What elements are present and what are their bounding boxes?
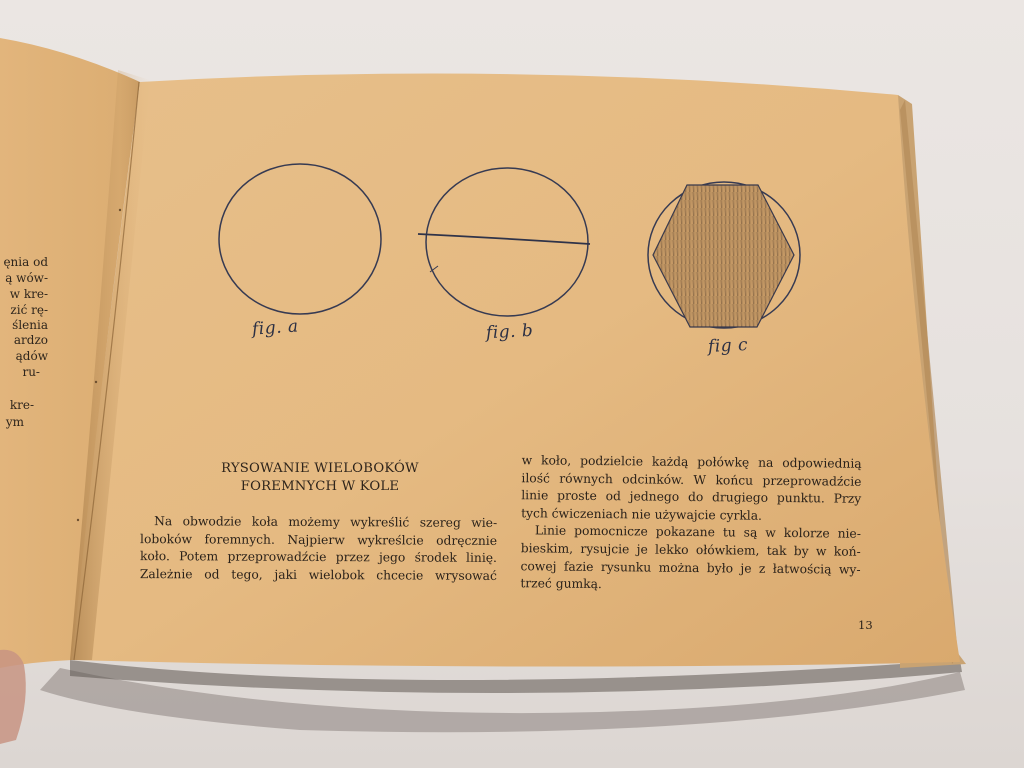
left-fragment: ardzo	[13, 333, 48, 347]
body-column-left	[140, 513, 497, 585]
left-fragment: ym	[5, 415, 24, 429]
text-line: Na obwodzie koła możemy wykreślić szereg wie-	[154, 514, 498, 530]
left-fragment: ą wów-	[5, 271, 48, 285]
left-fragment: ęnia od	[3, 255, 48, 269]
left-fragment: zić rę-	[10, 303, 48, 317]
section-heading	[200, 460, 440, 496]
heading-line: FOREMNYCH W KOLE	[240, 479, 400, 494]
text-line: cowej fazie rysunku można było je z łatwością wy-	[520, 558, 861, 577]
figure-a-label: fig. a	[251, 316, 300, 340]
figure-b-label: fig. b	[485, 320, 534, 344]
left-fragment: kre-	[9, 398, 34, 412]
text-line: trzeć gumką.	[520, 576, 602, 592]
left-fragment: ru-	[22, 365, 40, 379]
figure-c-label: fig c	[707, 334, 749, 358]
left-fragment: w kre-	[9, 287, 48, 301]
text-line: bieskim, rysujcie je lekko ołówkiem, tak by w koń-	[520, 541, 861, 559]
text-line: tych ćwiczeniach nie używajcie cyrkla.	[521, 506, 763, 523]
text-line: loboków foremnych. Najpierw wykreślcie odręcznie	[140, 531, 498, 548]
text-line: linie proste od jednego do drugiego punktu. Przy	[521, 488, 862, 506]
text-line: Linie pomocnicze pokazane tu są w kolorze nie-	[534, 523, 861, 542]
text-line: ilość równych odcinków. W końcu przeprowadźcie	[521, 470, 862, 489]
text-line: Zależnie od tego, jaki wielobok chcecie wrysować	[139, 566, 497, 583]
text-line: koło. Potem przeprowadźcie przez jego środek linię.	[139, 549, 497, 566]
body-column-right	[520, 452, 861, 596]
heading-line: RYSOWANIE WIELOBOKÓW	[221, 461, 419, 476]
left-fragment: ślenia	[12, 318, 48, 332]
left-page-text	[0, 252, 48, 432]
text-line: w koło, podzielcie każdą połówkę na odpowiednią	[521, 453, 862, 471]
left-fragment: ądów	[15, 349, 48, 363]
page-number: 13	[858, 618, 873, 632]
